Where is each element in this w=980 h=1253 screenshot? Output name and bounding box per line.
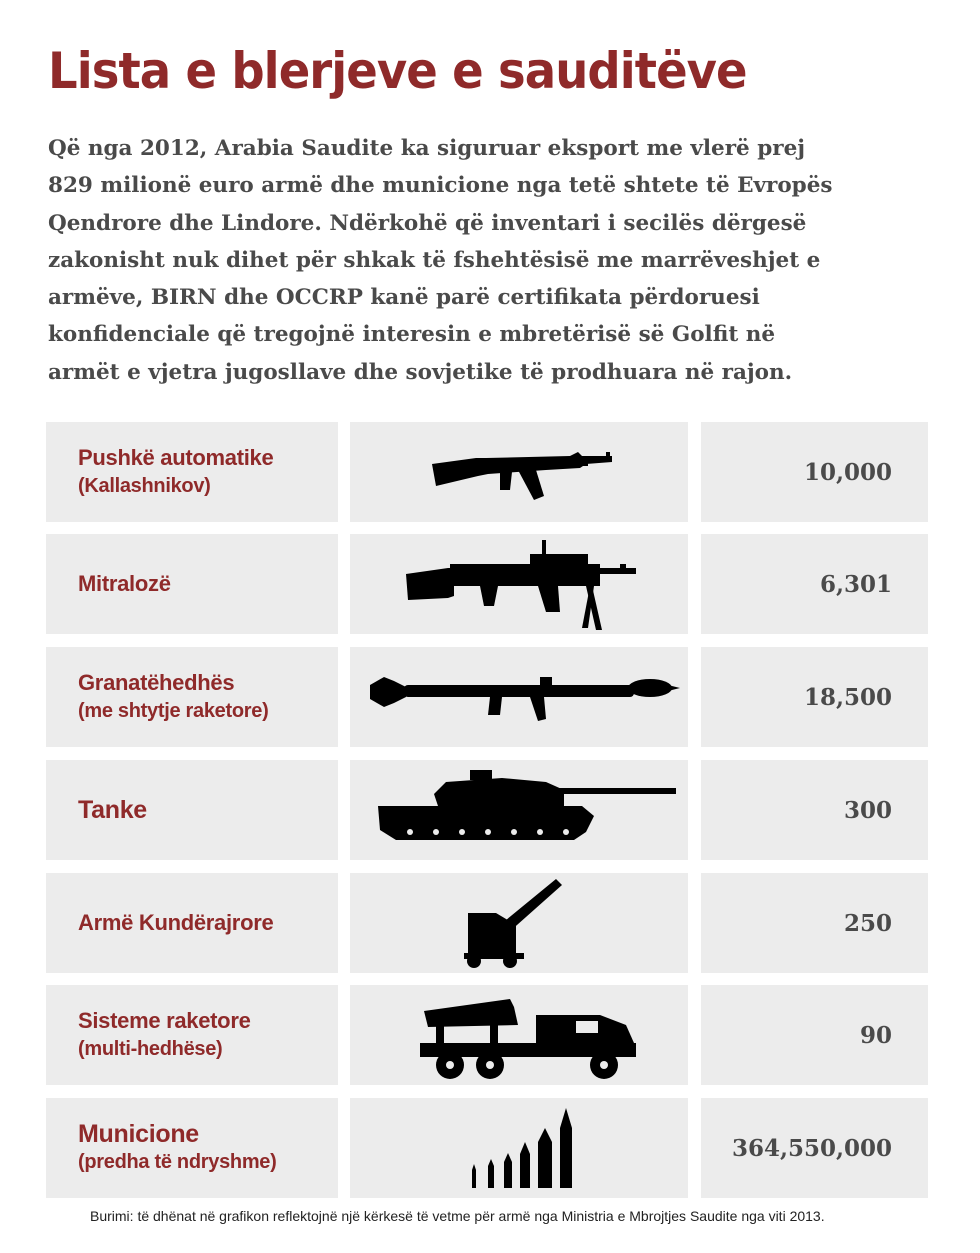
item-sublabel: (predha të ndryshme) [78, 1151, 277, 1173]
ammunition-icon [350, 1098, 688, 1198]
item-label: Sisteme raketore [78, 1008, 251, 1033]
table-row [46, 647, 928, 747]
item-sublabel: (multi-hedhëse) [78, 1038, 223, 1060]
item-label: Granatëhedhës [78, 670, 235, 695]
value-cell [701, 760, 928, 860]
icon-cell [350, 422, 688, 522]
label-cell [46, 1098, 338, 1198]
icon-cell [350, 985, 688, 1085]
label-cell [46, 647, 338, 747]
rpg-launcher-icon [350, 647, 688, 747]
label-cell [46, 760, 338, 860]
icon-cell [350, 760, 688, 860]
item-label: Municione [78, 1120, 199, 1148]
assault-rifle-icon [350, 422, 688, 522]
table-row [46, 985, 928, 1085]
tank-icon [350, 760, 688, 860]
item-sublabel: (me shtytje raketore) [78, 700, 269, 722]
icon-cell [350, 1098, 688, 1198]
item-value: 10,000 [803, 458, 892, 486]
icon-cell [350, 647, 688, 747]
icon-cell [350, 534, 688, 634]
value-cell [701, 422, 928, 522]
item-value: 18,500 [803, 683, 892, 711]
intro-paragraph: Që nga 2012, Arabia Saudite ka siguruar eksport me vlerë prej 829 milionë euro armë dhe municione nga tetë shtete të Evropës Qendrore dhe Lindore. Ndërkohë që inventari i secilës dërgesë zakonisht nuk dihet për shkak të fshehtësisë me marrëveshjet e armëve, BIRN dhe OCCRP kanë parë certifikata përdoruesi konfidenciale që tregojnë interesin e mbretërisë së Golfit në armët e vjetra jugosllave dhe sovjetike të prodhuara në rajon. [48, 136, 833, 385]
rocket-launcher-truck-icon [350, 985, 688, 1085]
page-title: Lista e blerjeve e sauditëve [48, 42, 747, 100]
table-row [46, 422, 928, 522]
label-cell [46, 534, 338, 634]
item-label: Tanke [78, 796, 147, 824]
label-cell [46, 422, 338, 522]
anti-aircraft-gun-icon [350, 873, 688, 973]
source-note: Burimi: të dhënat në grafikon reflektojnë një kërkesë të vetme për armë nga Ministria e Mbrojtjes Saudite nga viti 2013. [90, 1208, 825, 1224]
item-label: Mitralozë [78, 571, 171, 596]
item-label: Pushkë automatike [78, 445, 274, 470]
value-cell [701, 873, 928, 973]
value-cell [701, 1098, 928, 1198]
table-row [46, 873, 928, 973]
table-row [46, 534, 928, 634]
icon-cell [350, 873, 688, 973]
item-value: 250 [843, 909, 892, 937]
item-value: 6,301 [819, 570, 892, 598]
label-cell [46, 985, 338, 1085]
item-value: 90 [859, 1021, 892, 1049]
machine-gun-icon [350, 534, 688, 634]
item-value: 300 [843, 796, 892, 824]
table-row [46, 1098, 928, 1198]
table-row [46, 760, 928, 860]
value-cell [701, 985, 928, 1085]
item-value: 364,550,000 [731, 1134, 892, 1162]
item-label: Armë Kundërajrore [78, 910, 274, 935]
item-sublabel: (Kallashnikov) [78, 475, 211, 497]
label-cell [46, 873, 338, 973]
value-cell [701, 534, 928, 634]
value-cell [701, 647, 928, 747]
